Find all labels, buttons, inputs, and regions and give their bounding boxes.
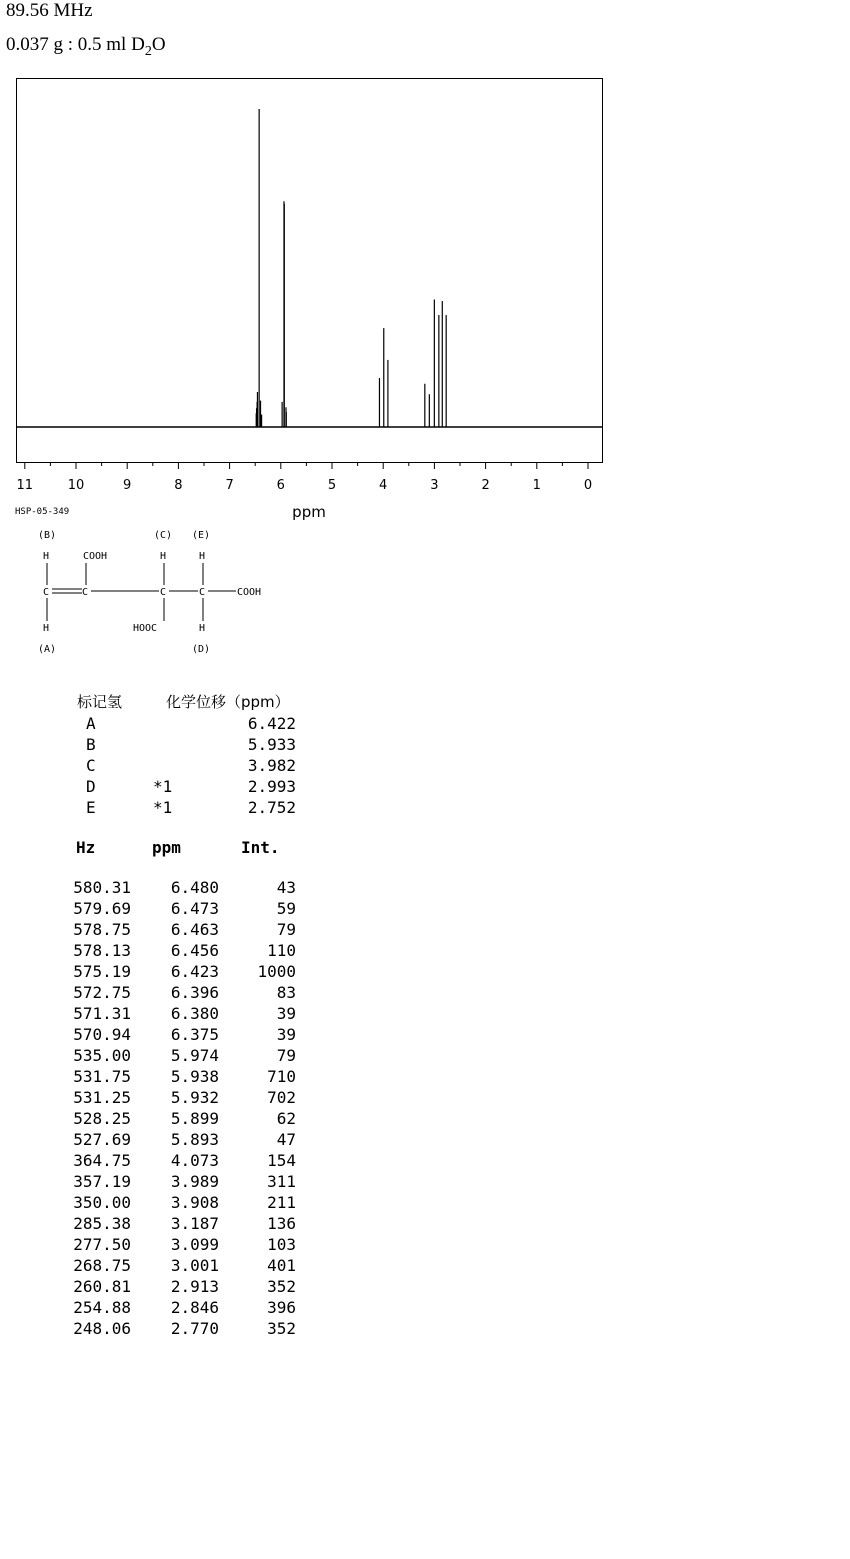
peak-int: 39 (276, 1004, 296, 1023)
peak-ppm: 3.001 (170, 1256, 219, 1275)
peak-hz: 571.31 (73, 1004, 131, 1023)
atom-hooc: HOOC (133, 623, 158, 634)
tick-label-8: 8 (174, 478, 183, 493)
peak-table-header (0, 837, 320, 858)
peak-hz: 248.06 (73, 1319, 131, 1338)
peak-ppm: 5.974 (170, 1046, 219, 1065)
x-axis-tick-labels (17, 478, 593, 493)
assignment-row (0, 734, 320, 755)
atom-h-a: H (43, 623, 50, 634)
table-row (0, 982, 320, 1003)
peak-ppm: 6.473 (170, 899, 219, 918)
atom-cooh-top: COOH (83, 551, 108, 562)
table-row (0, 877, 320, 898)
peak-hz: 575.19 (73, 962, 131, 981)
atom-h-c: H (160, 551, 167, 562)
peak-hz: 254.88 (73, 1298, 131, 1317)
assignment-label: E (86, 798, 96, 817)
peak-hz: 578.13 (73, 941, 131, 960)
tick-label-4: 4 (379, 478, 388, 493)
assignment-header (0, 692, 320, 713)
assignment-shift: 5.933 (247, 735, 296, 754)
table-row (0, 1003, 320, 1024)
peak-ppm: 2.913 (170, 1277, 219, 1296)
atom-c3: C (160, 587, 167, 598)
peak-hz: 364.75 (73, 1151, 131, 1170)
plot-frame (17, 79, 603, 463)
peak-table (0, 837, 320, 1347)
table-row (0, 1108, 320, 1129)
table-row (0, 1150, 320, 1171)
spectrometer-frequency: 89.56 MHz (6, 0, 93, 21)
header-int: Int. (241, 838, 280, 857)
peak-ppm: 5.899 (170, 1109, 219, 1128)
nmr-spectrum-chart (0, 70, 620, 520)
peak-ppm: 3.989 (170, 1172, 219, 1191)
peak-ppm: 6.380 (170, 1004, 219, 1023)
label-a: (A) (38, 644, 57, 655)
peak-hz: 572.75 (73, 983, 131, 1002)
peak-hz: 535.00 (73, 1046, 131, 1065)
peak-int: 79 (276, 1046, 296, 1065)
peak-ppm: 6.423 (170, 962, 219, 981)
tick-label-5: 5 (327, 478, 337, 493)
peak-hz: 268.75 (73, 1256, 131, 1275)
atom-h-b: H (43, 551, 50, 562)
sample-subscript: 2 (144, 44, 152, 59)
peak-hz: 578.75 (73, 920, 131, 939)
assignment-table (0, 692, 320, 822)
spectrum-code: HSP-05-349 (15, 507, 70, 517)
peak-hz: 357.19 (73, 1172, 131, 1191)
peak-hz: 350.00 (73, 1193, 131, 1212)
atom-c1: C (43, 587, 50, 598)
tick-label-0: 0 (583, 478, 593, 493)
peak-int: 352 (267, 1277, 296, 1296)
assignment-note: *1 (153, 798, 173, 817)
peak-ppm: 5.938 (170, 1067, 219, 1086)
assignment-row (0, 797, 320, 818)
peak-hz: 528.25 (73, 1109, 131, 1128)
peak-int: 59 (276, 899, 296, 918)
peak-ppm: 2.846 (170, 1298, 219, 1317)
assignment-shift: 2.993 (247, 777, 296, 796)
x-axis-label: ppm (292, 503, 326, 520)
label-b: (B) (38, 530, 57, 541)
peak-int: 110 (267, 941, 296, 960)
peak-int: 79 (276, 920, 296, 939)
table-row (0, 1318, 320, 1339)
peak-ppm: 4.073 (170, 1151, 219, 1170)
atom-h-d: H (199, 623, 206, 634)
peak-ppm: 3.908 (170, 1193, 219, 1212)
label-d: (D) (192, 644, 211, 655)
header-hz: Hz (76, 838, 96, 857)
peak-ppm: 5.893 (170, 1130, 219, 1149)
peak-int: 401 (267, 1256, 296, 1275)
peak-int: 47 (276, 1130, 296, 1149)
peak-int: 396 (267, 1298, 296, 1317)
assignment-label: B (86, 735, 96, 754)
atom-cooh-right: COOH (237, 587, 262, 598)
peak-hz: 531.75 (73, 1067, 131, 1086)
spectrum-peaks (256, 109, 446, 427)
peak-hz: 579.69 (73, 899, 131, 918)
atom-h-e: H (199, 551, 206, 562)
peak-int: 62 (276, 1109, 296, 1128)
assignment-label: D (86, 777, 96, 796)
tick-label-1: 1 (532, 478, 541, 493)
assignment-shift: 3.982 (247, 756, 296, 775)
peak-int: 43 (276, 878, 296, 897)
assignment-row (0, 755, 320, 776)
peak-ppm: 3.099 (170, 1235, 219, 1254)
peak-hz: 527.69 (73, 1130, 131, 1149)
sample-description (6, 34, 166, 60)
tick-label-3: 3 (430, 478, 439, 493)
table-row (0, 1129, 320, 1150)
peak-int: 154 (267, 1151, 296, 1170)
table-row (0, 919, 320, 940)
header-ppm: ppm (152, 838, 181, 857)
label-c: (C) (154, 530, 173, 541)
peak-hz: 580.31 (73, 878, 131, 897)
peak-ppm: 6.456 (170, 941, 219, 960)
table-row (0, 940, 320, 961)
label-e: (E) (192, 530, 211, 541)
peak-ppm: 6.463 (170, 920, 219, 939)
tick-label-9: 9 (123, 478, 132, 493)
table-row (0, 1297, 320, 1318)
table-row (0, 898, 320, 919)
peak-hz: 277.50 (73, 1235, 131, 1254)
peak-int: 83 (276, 983, 296, 1002)
table-row (0, 1066, 320, 1087)
assignment-note: *1 (153, 777, 173, 796)
sample-suffix: O (151, 34, 166, 55)
peak-ppm: 2.770 (170, 1319, 219, 1338)
peak-int: 311 (267, 1172, 296, 1191)
tick-label-11: 11 (16, 478, 34, 493)
peak-int: 710 (267, 1067, 296, 1086)
table-row (0, 1171, 320, 1192)
sample-prefix: 0.037 g : 0.5 ml D (6, 34, 145, 55)
table-row (0, 1045, 320, 1066)
peak-int: 702 (267, 1088, 296, 1107)
table-row (0, 1213, 320, 1234)
table-row (0, 961, 320, 982)
atom-c4: C (199, 587, 206, 598)
assignment-row (0, 713, 320, 734)
assignment-label: C (86, 756, 96, 775)
peak-hz: 285.38 (73, 1214, 131, 1233)
peak-int: 352 (267, 1319, 296, 1338)
table-row (0, 1276, 320, 1297)
peak-int: 136 (267, 1214, 296, 1233)
assignment-label: A (86, 714, 96, 733)
table-row (0, 1087, 320, 1108)
x-axis-ticks (25, 462, 588, 469)
peak-ppm: 6.480 (170, 878, 219, 897)
table-row (0, 1234, 320, 1255)
assignment-shift: 6.422 (247, 714, 296, 733)
peak-ppm: 3.187 (170, 1214, 219, 1233)
peak-ppm: 6.396 (170, 983, 219, 1002)
tick-label-10: 10 (67, 478, 85, 493)
tick-label-7: 7 (225, 478, 234, 493)
peak-hz: 570.94 (73, 1025, 131, 1044)
peak-int: 39 (276, 1025, 296, 1044)
header-shift: 化学位移（ppm） (166, 693, 290, 711)
assignment-shift: 2.752 (247, 798, 296, 817)
table-row (0, 1024, 320, 1045)
peak-ppm: 5.932 (170, 1088, 219, 1107)
table-row (0, 1255, 320, 1276)
header-label: 标记氢 (77, 693, 123, 711)
assignment-row (0, 776, 320, 797)
peak-hz: 260.81 (73, 1277, 131, 1296)
peak-ppm: 6.375 (170, 1025, 219, 1044)
table-row (0, 1192, 320, 1213)
peak-hz: 531.25 (73, 1088, 131, 1107)
peak-int: 211 (267, 1193, 296, 1212)
atom-c2: C (82, 587, 89, 598)
peak-int: 1000 (257, 962, 296, 981)
tick-label-2: 2 (481, 478, 490, 493)
peak-int: 103 (267, 1235, 296, 1254)
tick-label-6: 6 (276, 478, 285, 493)
chemical-structure (20, 524, 300, 659)
